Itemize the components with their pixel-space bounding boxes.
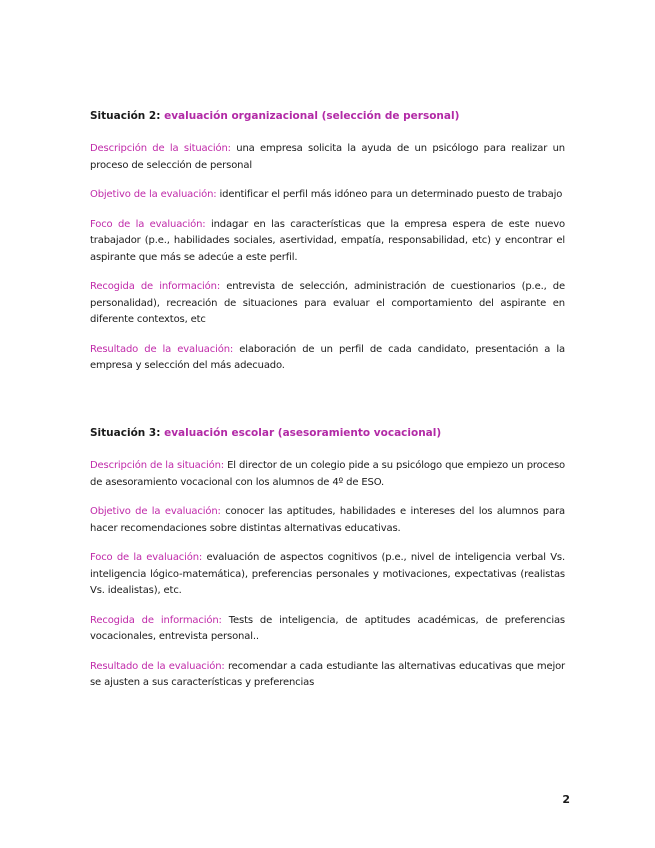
paragraph-label: Objetivo de la evaluación: — [90, 506, 221, 517]
page-number: 2 — [562, 793, 570, 806]
heading-label: Situación 2: — [90, 110, 161, 122]
paragraph-label: Foco de la evaluación: — [90, 218, 206, 230]
paragraph-descripcion — [90, 458, 565, 491]
paragraph-label: Descripción de la situación: — [90, 143, 231, 154]
paragraph-text: identificar el perfil más idóneo para un determinado puesto de trabajo — [219, 189, 563, 200]
paragraph-text: indagar en las características que la empresa espera de este nuevo trabajador (p.e., habilidades sociales, asertividad, empatía, responsabilidad, etc) y encontrar el aspirante que más se adecúe a este perfil. — [90, 218, 565, 263]
paragraph-label: Recogida de información: — [90, 614, 222, 626]
paragraph-objetivo — [90, 187, 565, 204]
section-situacion-3 — [90, 426, 565, 692]
paragraph-text: una empresa solicita la ayuda de un psicólogo para realizar un proceso de selección de personal — [90, 143, 565, 171]
paragraph-label: Objetivo de la evaluación: — [90, 189, 217, 200]
section-heading — [90, 109, 565, 123]
paragraph-resultado — [90, 342, 565, 375]
paragraph-label: Recogida de información: — [90, 281, 221, 292]
section-situacion-2 — [90, 109, 565, 375]
paragraph-foco — [90, 550, 565, 600]
paragraph-label: Descripción de la situación: — [90, 460, 225, 471]
paragraph-foco — [90, 217, 565, 267]
paragraph-text: elaboración de un perfil de cada candidato, presentación a la empresa y selección del más adecuado. — [90, 343, 565, 371]
paragraph-text: evaluación de aspectos cognitivos (p.e., nivel de inteligencia verbal Vs. inteligencia lógico-matemática), preferencias personales y motivaciones, expectativas (realistas Vs. idealistas), etc. — [90, 552, 566, 596]
paragraph-label: Foco de la evaluación: — [90, 552, 203, 563]
paragraph-objetivo — [90, 504, 565, 537]
heading-label: Situación 3: — [90, 427, 161, 439]
paragraph-resultado — [90, 659, 565, 692]
heading-title: evaluación organizacional (selección de personal) — [164, 110, 460, 122]
heading-title: evaluación escolar (asesoramiento vocacional) — [164, 427, 442, 439]
paragraph-recogida — [90, 613, 565, 646]
paragraph-text: conocer las aptitudes, habilidades e intereses del los alumnos para hacer recomendaciones sobre distintas alternativas educativas. — [90, 506, 566, 534]
paragraph-label: Resultado de la evaluación: — [90, 343, 234, 355]
paragraph-descripcion — [90, 141, 565, 174]
section-heading — [90, 426, 565, 440]
paragraph-recogida — [90, 279, 565, 329]
paragraph-text: Tests de inteligencia, de aptitudes académicas, de preferencias vocacionales, entrevista personal.. — [90, 614, 565, 642]
paragraph-label: Resultado de la evaluación: — [90, 660, 225, 672]
paragraph-text: entrevista de selección, administración de cuestionarios (p.e., de personalidad), recreación de situaciones para evaluar el comportamiento del aspirante en diferente contextos, etc — [90, 281, 565, 325]
paragraph-text: recomendar a cada estudiante las alternativas educativas que mejor se ajusten a sus características y preferencias — [90, 660, 565, 688]
paragraph-text: El director de un colegio pide a su psicólogo que empiezo un proceso de asesoramiento vocacional con los alumnos de 4º de ESO. — [90, 460, 566, 488]
